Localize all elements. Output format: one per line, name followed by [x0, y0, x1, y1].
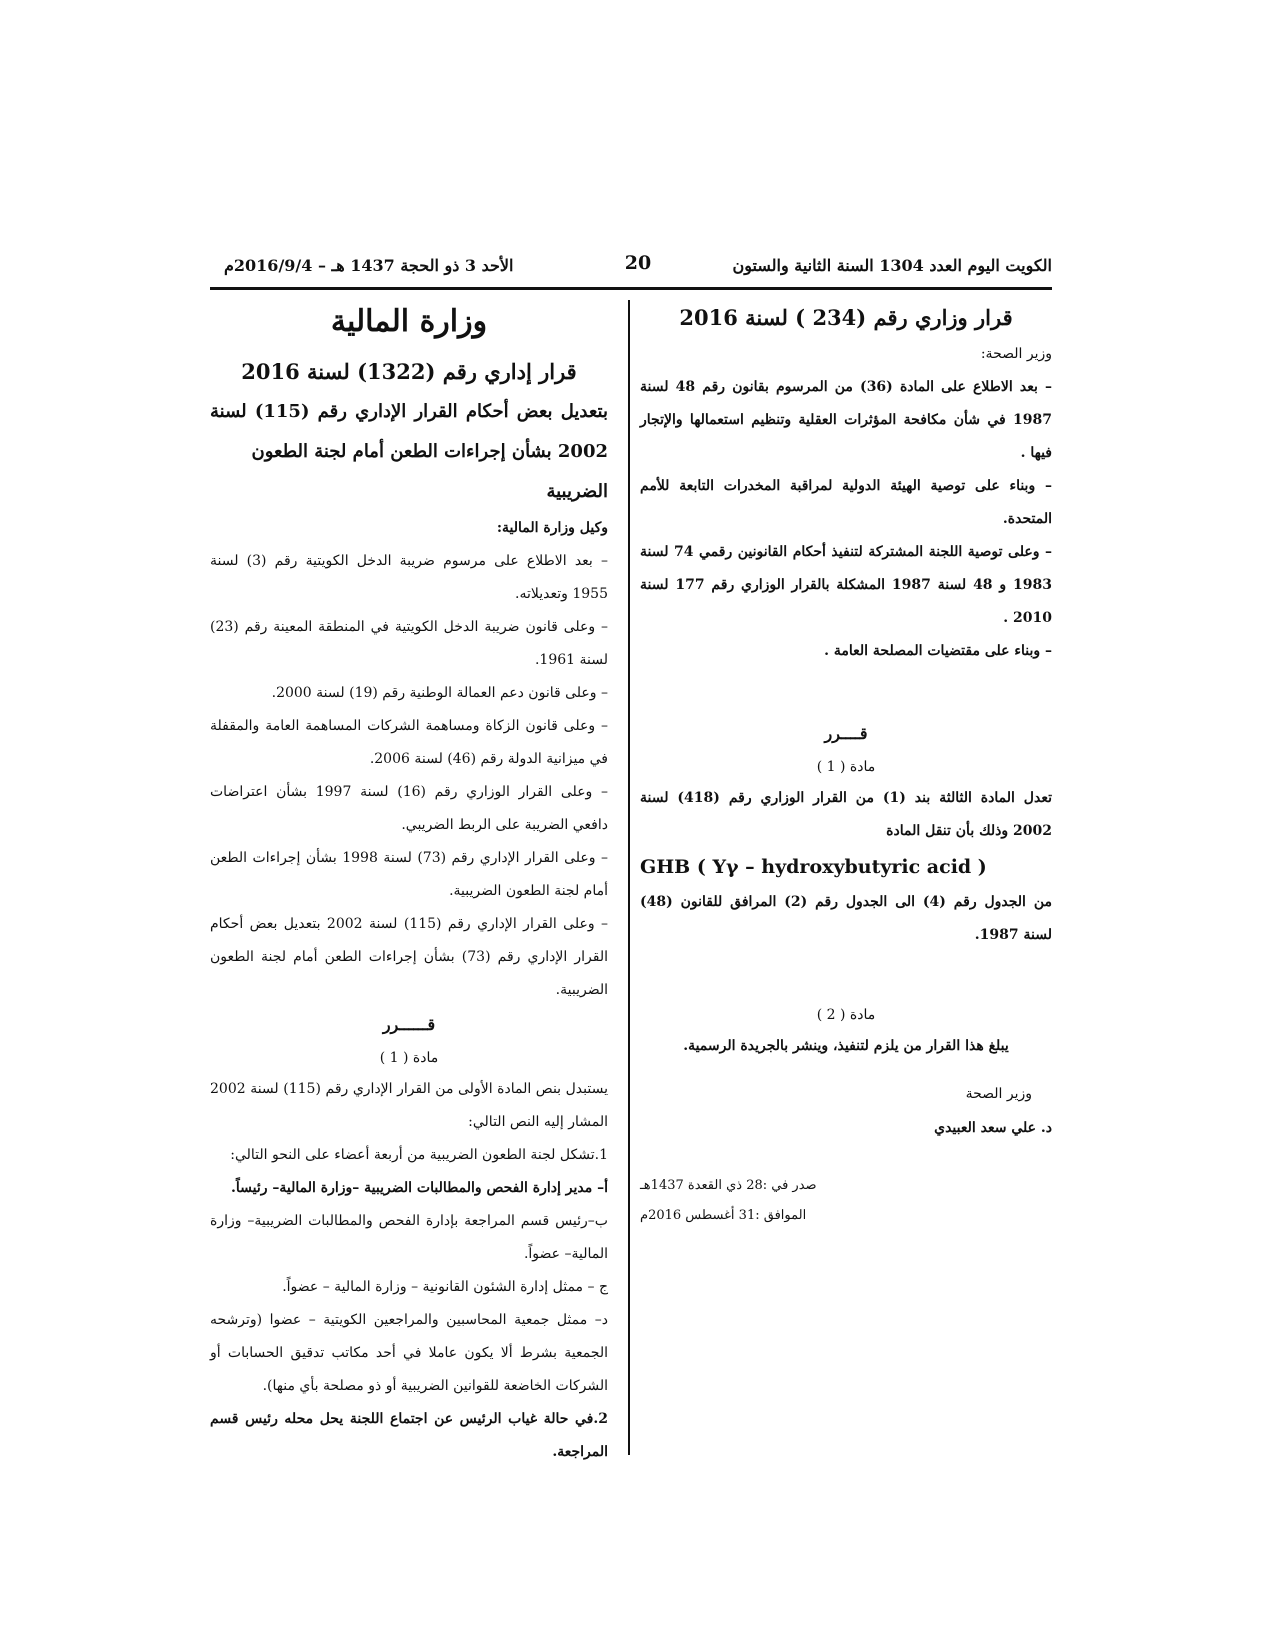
decided-heading: قــــــرر	[382, 1015, 436, 1034]
preamble-paragraph: – وعلى قانون دعم العمالة الوطنية رقم (19) لسنة 2000.	[271, 685, 608, 701]
article-item: د– ممثل جمعية المحاسبين والمراجعين الكويتية – عضوا (وترشحه الجمعية بشرط ألا يكون عاملا في أحد مكاتب تدقيق الحسابات أو الشركات الخاضعة للقوانين الضريبية أو ذو مصلحة بأي منها).	[210, 1312, 608, 1394]
issued-date: صدر في :28 ذي القعدة 1437هـ	[640, 1178, 817, 1193]
preamble-paragraph: – وعلى القرار الإداري رقم (115) لسنة 2002 بتعديل بعض أحكام القرار الإداري رقم (73) بشأن إجراءات الطعن أمام لجنة الطعون الضريبية.	[210, 916, 608, 998]
article-item: أ– مدير إدارة الفحص والمطالبات الضريبية –وزارة المالية– رئيساً.	[231, 1180, 608, 1196]
left-column	[210, 300, 608, 1469]
article-item: ب–رئيس قسم المراجعة بإدارة الفحص والمطالبات الضريبية– وزارة المالية– عضواً.	[210, 1213, 608, 1262]
article-text: يبلغ هذا القرار من يلزم لتنفيذ، وينشر بالجريدة الرسمية.	[683, 1038, 1009, 1054]
article-item: 1.تشكل لجنة الطعون الضريبية من أربعة أعضاء على النحو التالي:	[230, 1147, 608, 1163]
spacer	[640, 668, 1052, 716]
preamble-paragraph: – وعلى قانون ضريبة الدخل الكويتية في المنطقة المعينة رقم (23) لسنة 1961.	[210, 619, 608, 668]
article-heading: مادة ( 1 )	[379, 1050, 439, 1066]
decision-title: قرار إداري رقم (1322) لسنة 2016	[241, 359, 577, 384]
issuer-line: وكيل وزارة المالية:	[496, 520, 608, 536]
issue-dates-block	[640, 1171, 1052, 1231]
spacer	[640, 1063, 1052, 1077]
corresponding-date: الموافق :31 أغسطس 2016م	[640, 1208, 807, 1223]
preamble-paragraph: – وبناء على توصية الهيئة الدولية لمراقبة المخدرات التابعة للأمم المتحدة.	[640, 478, 1052, 527]
preamble-paragraph: – وعلى قانون الزكاة ومساهمة الشركات المساهمة العامة والمقفلة في ميزانية الدولة رقم (46) لسنة 2006.	[210, 718, 608, 767]
right-column	[640, 298, 1052, 1231]
decision-subtitle: بتعديل بعض أحكام القرار الإداري رقم (115) لسنة	[210, 401, 608, 422]
article-heading: مادة ( 2 )	[816, 1007, 876, 1023]
article-heading: مادة ( 1 )	[816, 759, 876, 775]
page-number: 20	[624, 252, 652, 274]
column-divider	[628, 300, 630, 1455]
signature-title: وزير الصحة	[965, 1086, 1032, 1102]
substance-name: GHB ( Yγ – hydroxybutyric acid )	[640, 856, 987, 878]
preamble-paragraph: – وعلى توصية اللجنة المشتركة لتنفيذ أحكام القانونين رقمي 74 لسنة 1983 و 48 لسنة 1987 المشكلة بالقرار الوزاري رقم 177 لسنة 2010 .	[640, 544, 1053, 626]
preamble-paragraph: – وبناء على مقتضيات المصلحة العامة .	[824, 643, 1052, 659]
spacer	[640, 952, 1052, 1000]
article-text: من الجدول رقم (4) الى الجدول رقم (2) المرافق للقانون (48) لسنة 1987.	[640, 894, 1052, 943]
decision-subtitle: 2002 بشأن إجراءات الطعن أمام لجنة الطعون الضريبية	[251, 441, 608, 502]
header-divider	[210, 287, 1052, 290]
ministry-title: وزارة المالية	[330, 304, 488, 339]
decision-title: قرار وزاري رقم (234 ) لسنة 2016	[679, 305, 1013, 330]
article-text: تعدل المادة الثالثة بند (1) من القرار الوزاري رقم (418) لسنة 2002 وذلك بأن تنقل المادة	[640, 790, 1052, 839]
spacer	[640, 1145, 1052, 1171]
article-item: ج – ممثل إدارة الشئون القانونية – وزارة المالية – عضواً.	[282, 1279, 608, 1295]
article-text: يستبدل بنص المادة الأولى من القرار الإداري رقم (115) لسنة 2002 المشار إليه النص التالي:	[210, 1081, 608, 1130]
preamble-paragraph: – بعد الاطلاع على المادة (36) من المرسوم بقانون رقم 48 لسنة 1987 في شأن مكافحة المؤثرات العقلية وتنظيم استعمالها والإتجار فيها .	[640, 379, 1053, 461]
signature-name: د. علي سعد العبيدي	[934, 1120, 1052, 1136]
issue-date: الأحد 3 ذو الحجة 1437 هـ – 2016/9/4م	[224, 256, 514, 275]
preamble-paragraph: – بعد الاطلاع على مرسوم ضريبة الدخل الكويتية رقم (3) لسنة 1955 وتعديلاته.	[210, 553, 608, 602]
issuer-line: وزير الصحة:	[980, 346, 1052, 362]
decided-heading: قــــرر	[824, 724, 868, 743]
article-item: 2.في حالة غياب الرئيس عن اجتماع اللجنة يحل محله رئيس قسم المراجعة.	[210, 1411, 608, 1460]
preamble-paragraph: – وعلى القرار الإداري رقم (73) لسنة 1998 بشأن إجراءات الطعن أمام لجنة الطعون الضريبية.	[210, 850, 608, 899]
page-header	[224, 252, 1052, 286]
preamble-paragraph: – وعلى القرار الوزاري رقم (16) لسنة 1997 بشأن اعتراضات دافعي الضريبة على الربط الضريبي.	[210, 784, 608, 833]
gazette-issue-info: الكويت اليوم العدد 1304 السنة الثانية والستون	[732, 256, 1052, 275]
